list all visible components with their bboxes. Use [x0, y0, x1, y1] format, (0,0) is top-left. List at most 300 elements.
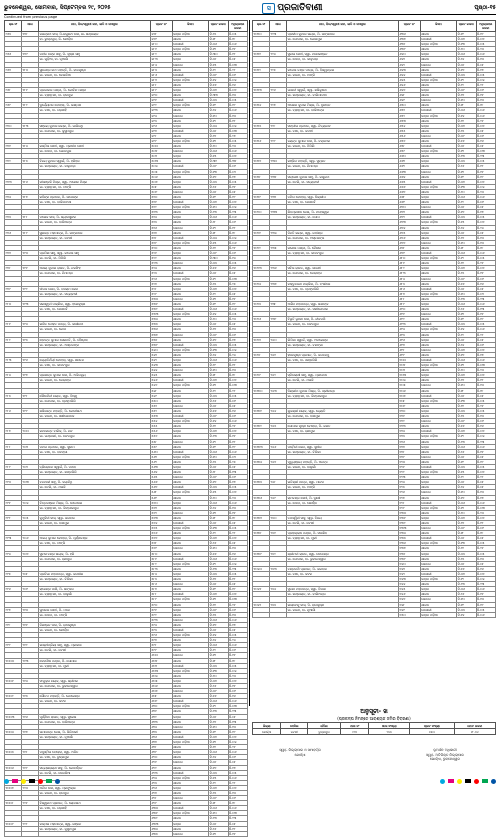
cell-khata: ୨୪୪ — [270, 408, 287, 413]
cell-plot-area: 0.୦୬ — [457, 444, 476, 449]
cell-plot-area: 0.୦୮ — [457, 561, 476, 566]
cell-owner: ତପସ୍ୱିନୀ ସାହୁ, ସ୍ୱା- ବିଜୟ — [287, 515, 399, 520]
cell-plot-area: 0.୨୦ — [457, 189, 476, 194]
cell-khata: ୧୯୨ — [22, 286, 39, 291]
cell-kisam: ଗୋଚର — [172, 332, 208, 337]
cell-acquired-area: 0.୦୫ — [228, 312, 247, 317]
cell-khata: ୨୨୯ — [270, 138, 287, 143]
cell-serial: ୧୦୨୭ — [253, 337, 270, 342]
cell-owner: ଜା- କରଣ, ବା- ବାଣପୁର — [39, 521, 151, 526]
cell-plot: ୬୦୪ — [150, 673, 172, 678]
cell-plot-area: 0.୦୮ — [457, 454, 476, 459]
cell-serial: ୯୮୬ — [5, 408, 22, 413]
cell-plot: ୫୮୭ — [150, 587, 172, 592]
cell-plot: ୫୬୫ — [150, 475, 172, 480]
cell-plot: ୫୧୫ — [150, 220, 172, 225]
cell-acquired-area: 0.୦୮ — [228, 760, 247, 765]
cell-plot-area: 0.୨୬ — [457, 164, 476, 169]
cell-plot-area: 0.୨୧ — [457, 403, 476, 408]
cell-kisam: ଶାରଦ — [172, 444, 208, 449]
cell-acquired-area: 0.୦୯ — [228, 164, 247, 169]
color-bar-left — [4, 779, 60, 784]
cell-kisam: ଦଣ୍ଡା ପଡ଼ିଆ — [420, 470, 456, 475]
cell-plot-area: 0.୧୬ — [209, 408, 228, 413]
cell-plot: ୭୪୩ — [398, 577, 420, 582]
cell-kisam: ଗୋଚର — [172, 796, 208, 801]
cell-owner: ଜା- ବ୍ରାହ୍ମଣ, ବା- ବାଲୁଗାଁ — [39, 592, 151, 597]
cell-acquired-area: 0.୧୬ — [476, 138, 495, 143]
cell-plot: ୫୫୯ — [150, 444, 172, 449]
cell-kisam: ଦଣ୍ଡା ପଡ଼ିଆ — [172, 490, 208, 495]
cell-serial: ୧୦୧୮ — [253, 174, 270, 179]
cell-plot-area: 0.୨୬ — [457, 449, 476, 454]
cell-acquired-area: 0.୦୬ — [228, 419, 247, 424]
cell-acquired-area: 0.୨୧ — [476, 261, 495, 266]
cell-owner: ମୃତ୍ୟୁଞ୍ଜୟ ମହାନ୍ତି, ପି- ଅନନ୍ତ — [287, 459, 399, 464]
cell-kisam: ଶାରଦ — [172, 159, 208, 164]
header-date: ଭୁବନେଶ୍ୱର, ସୋମବାର, ସିପ୍ଟେମ୍ବର ୨୯, ୨୦୨୫ — [4, 4, 111, 11]
cell-plot-area: 0.୧୬ — [457, 424, 476, 429]
cell-plot: ୬୦୩ — [150, 668, 172, 673]
cell-plot: ୪୭୯ — [150, 37, 172, 42]
cell-kisam: ଦଣ୍ଡା — [420, 337, 456, 342]
cell-acquired-area: 0.୦୮ — [228, 521, 247, 526]
cell-plot: ୭୪୪ — [398, 582, 420, 587]
cell-plot: ୫୦୬ — [150, 174, 172, 179]
cell-kisam: ଶାରଦ — [420, 118, 456, 123]
cell-plot-area: 0.୨୩ — [457, 154, 476, 159]
cell-plot-area: 0.୦୬ — [209, 149, 228, 154]
cell-serial: ୯୭୨ — [5, 159, 22, 164]
cell-kisam: ଶାରଦ — [420, 485, 456, 490]
cell-acquired-area: 0.୦୮ — [228, 271, 247, 276]
cell-plot-area: 0.୩୧ — [209, 159, 228, 164]
cell-plot: ୬୭୧ — [398, 210, 420, 215]
cell-plot-area: 0.୧୫ — [457, 220, 476, 225]
cell-serial: ୧୦୩୨ — [253, 424, 270, 429]
column-header-kisam: କିସମ — [172, 21, 208, 32]
cell-acquired-area: 0.୦୭ — [476, 179, 495, 184]
cell-kisam: ଗୋଚର — [420, 597, 456, 602]
cell-kisam: ଗୋଚର — [420, 383, 456, 388]
cell-acquired-area: 0.୧୨ — [228, 363, 247, 368]
cell-plot: ୫୯୩ — [150, 617, 172, 622]
cell-khata: ୧୯୮ — [22, 393, 39, 398]
registration-mark — [38, 779, 43, 784]
cell-acquired-area: 0.୦୮ — [228, 541, 247, 546]
page-number: ପୃଷ୍ଠା-୧୫ — [474, 4, 496, 11]
cell-owner: ଜା- ଧୋବା, ବା- ଭୋଗପୁର — [39, 149, 151, 154]
cell-plot: ୭୨୨ — [398, 470, 420, 475]
cell-plot: ୬୭୫ — [398, 230, 420, 235]
cell-plot: ୫୯୪ — [150, 622, 172, 627]
cell-kisam: ଗୋଚର — [420, 276, 456, 281]
cell-plot: ୫୮୮ — [150, 592, 172, 597]
cell-plot: ୭୪୧ — [398, 566, 420, 571]
cell-acquired-area: 0.୧୧ — [228, 684, 247, 689]
cell-plot-area: 0.୨୫ — [457, 128, 476, 133]
cell-plot: ୫୭୪ — [150, 521, 172, 526]
cell-kisam: ଶାରଦ — [420, 439, 456, 444]
cell-plot-area: 0.୨୧ — [209, 602, 228, 607]
cell-plot-area: 0.୨୩ — [209, 434, 228, 439]
cell-kisam: ଦଣ୍ଡା — [420, 266, 456, 271]
cell-plot-area: 0.୦୫ — [457, 607, 476, 612]
cell-owner: ସଙ୍ଗୀତା ପ୍ରଧାନ, ସ୍ୱା- ନିତ୍ୟାନନ୍ଦ — [287, 123, 399, 128]
cell-serial: ୧୦୨୯ — [253, 373, 270, 378]
cell-acquired-area: 0.୦୬ — [476, 444, 495, 449]
cell-plot: ୪୯୭ — [150, 128, 172, 133]
cell-acquired-area: 0.୦୫ — [476, 607, 495, 612]
cell-kisam: ପୋଖରୀ — [420, 358, 456, 363]
cell-owner: ଜା- ଖଣ୍ଡାୟତ, ବା- ସଖୀଗୋପାଳ — [287, 307, 399, 312]
cell-plot-area: 0.୧୬ — [209, 82, 228, 87]
cell-kisam: ଶାରଦ — [172, 210, 208, 215]
cell-khata: ୧୯୯ — [22, 408, 39, 413]
cell-acquired-area: 0.୧୦ — [228, 505, 247, 510]
cell-serial: ୯୯୭ — [5, 607, 22, 612]
cell-plot: ୭୨୯ — [398, 505, 420, 510]
cell-khata: ୧୮୨ — [22, 103, 39, 108]
cell-acquired-area: 0.୦୬ — [228, 449, 247, 454]
cell-acquired-area: 0.୧୨ — [476, 521, 495, 526]
cell-owner: ଜା- ବ୍ରାହ୍ମଣ, ବା- ପୁରୀ — [287, 536, 399, 541]
cell-serial: ୯୯୧ — [5, 500, 22, 505]
cell-plot: ୫୨୯ — [150, 291, 172, 296]
cell-plot-area: 0.୨୫ — [209, 790, 228, 795]
cell-plot: ୫୧୨ — [150, 205, 172, 210]
cell-kisam: ପୋଖରୀ — [420, 607, 456, 612]
column-header-serial: କ୍ର.ସଂ — [5, 21, 22, 32]
cell-plot: ୬୮୫ — [398, 281, 420, 286]
cell-plot-area: 0.୦୫ — [209, 261, 228, 266]
cell-kisam: ଦଣ୍ଡା — [420, 123, 456, 128]
cell-khata: ୨୨୭ — [270, 103, 287, 108]
summary-value-cell: ୨୫୫ — [369, 729, 410, 735]
cell-acquired-area: 0.୦୯ — [476, 342, 495, 347]
cell-acquired-area: 0.୧୮ — [228, 373, 247, 378]
cell-plot: ୫୮୪ — [150, 571, 172, 576]
cell-kisam: ଗୋଚର — [172, 653, 208, 658]
cell-khata: ୨୧୯ — [22, 765, 39, 770]
cell-plot-area: 0.୧୯ — [209, 103, 228, 108]
land-schedule-table-left — [4, 20, 248, 837]
cell-plot-area: 0.୧୦ — [209, 454, 228, 459]
cell-acquired-area: 0.୦୭ — [476, 220, 495, 225]
cell-plot-area: 0.୦୭ — [457, 37, 476, 42]
cell-plot: ୬୯୦ — [398, 307, 420, 312]
cell-plot: ୬୧୦ — [150, 704, 172, 709]
cell-acquired-area: 0.୦୩ — [228, 128, 247, 133]
cell-acquired-area: 0.୦୮ — [476, 205, 495, 210]
cell-kisam: ଶାରଦ — [172, 67, 208, 72]
cell-acquired-area: 0.୧୯ — [228, 587, 247, 592]
cell-acquired-area: 0.୦୫ — [228, 393, 247, 398]
cell-khata: ୨୦୧ — [22, 444, 39, 449]
registration-mark — [440, 779, 445, 784]
cell-kisam: ଦଣ୍ଡା — [420, 195, 456, 200]
cell-kisam: ପୋଖରୀ — [420, 144, 456, 149]
cell-acquired-area: 0.୦୬ — [476, 500, 495, 505]
cell-kisam: ଗୋଚର — [420, 240, 456, 245]
cell-plot: ୫୦୫ — [150, 169, 172, 174]
cell-plot: ୫୮୦ — [150, 551, 172, 556]
cell-plot-area: 0.୦୮ — [457, 205, 476, 210]
cell-khata: ୨୧୨ — [22, 643, 39, 648]
cell-plot: ୬୧୩ — [150, 719, 172, 724]
cell-plot-area: 0.୦୬ — [457, 358, 476, 363]
cell-kisam: ଶାରଦ — [172, 93, 208, 98]
summary-header-cell: ଜିଲ୍ଲା — [253, 723, 281, 729]
cell-serial: ୧୦୨୫ — [253, 301, 270, 306]
cell-kisam: ଦଣ୍ଡା — [172, 536, 208, 541]
summary-value-cell: ଜଟଣୀ — [281, 729, 308, 735]
cell-khata: ୨୩୦ — [270, 159, 287, 164]
cell-acquired-area: 0.୧୭ — [228, 337, 247, 342]
cell-acquired-area: 0.୦୬ — [228, 108, 247, 113]
cell-owner: ଜା- ଗୋପାଳ, ବା- ବାଲିଅନ୍ତା — [39, 719, 151, 724]
cell-plot: ୪୯୦ — [150, 93, 172, 98]
cell-acquired-area: 0.୧୧ — [476, 93, 495, 98]
cell-kisam: ପୋଖରୀ — [420, 429, 456, 434]
cell-plot: ୬୪୮ — [398, 93, 420, 98]
cell-plot: ୫୨୮ — [150, 286, 172, 291]
cell-khata: ୨୪୩ — [270, 388, 287, 393]
cell-plot-area: 0.୧୬ — [457, 281, 476, 286]
cell-kisam: ଶାରଦ — [420, 210, 456, 215]
cell-acquired-area: 0.୦୪ — [476, 577, 495, 582]
cell-kisam: ପୋଖରୀ — [172, 627, 208, 632]
cell-owner: ସତ୍ୟନାରାୟଣ ସାହୁ, ପି- ଗୋବର୍ଦ୍ଧନ — [39, 765, 151, 770]
cell-owner: ଲିପିକା ସ୍ୱାଇଁ, ସ୍ୱା- ଅମରେନ୍ଦ୍ର — [287, 337, 399, 342]
cell-serial: ୯୭୫ — [5, 215, 22, 220]
cell-khata: ୨୧୬ — [22, 714, 39, 719]
signature-left-line2: ଖୋର୍ଦ୍ଧା — [294, 752, 306, 757]
cell-acquired-area: 0.୧୩ — [476, 307, 495, 312]
cell-kisam: ଦଣ୍ଡା ପଡ଼ିଆ — [420, 577, 456, 582]
cell-plot: ୫୩୮ — [150, 337, 172, 342]
cell-plot-area: 0.୦୭ — [457, 347, 476, 352]
cell-serial: ୧୦୧୩ — [253, 88, 270, 93]
cell-plot: ୬୭୮ — [398, 245, 420, 250]
cell-plot-area: 0.୦୭ — [457, 515, 476, 520]
cell-plot-area: 0.୦୬ — [209, 699, 228, 704]
cell-plot-area: 0.୩୩ — [209, 93, 228, 98]
cell-plot-area: 0.୨୭ — [209, 133, 228, 138]
cell-acquired-area: 0.୧୦ — [476, 490, 495, 495]
cell-plot: ୫୩୭ — [150, 332, 172, 337]
cell-acquired-area: 0.୦୭ — [476, 347, 495, 352]
cell-plot: ୫୩୬ — [150, 327, 172, 332]
cell-plot: ୬୨୨ — [150, 765, 172, 770]
cell-plot-area: 0.୦୮ — [209, 627, 228, 632]
cell-acquired-area: 0.୦୩ — [476, 363, 495, 368]
cell-plot-area: 0.୨୧ — [209, 245, 228, 250]
cell-kisam: ଶାରଦ — [420, 154, 456, 159]
cell-acquired-area: 0.୦୭ — [228, 678, 247, 683]
cell-owner: ଜା- ଚଷା, ବା- ବଳଙ୍ଗା — [39, 449, 151, 454]
cell-acquired-area: 0.୦୭ — [476, 515, 495, 520]
cell-plot-area: 0.୨୫ — [209, 281, 228, 286]
cell-acquired-area: 0.୦୫ — [228, 98, 247, 103]
cell-plot: ୫୮୯ — [150, 597, 172, 602]
cell-plot: ୬୨୪ — [150, 775, 172, 780]
cell-acquired-area: 0.୧୨ — [476, 378, 495, 383]
cell-plot: ୬୨୦ — [150, 755, 172, 760]
schedule-b-title: ଅନୁସୂଚୀ- ଖ — [360, 708, 388, 715]
cell-plot-area: 0.୧୭ — [209, 622, 228, 627]
cell-acquired-area: 0.୧୦ — [228, 93, 247, 98]
cell-plot: ୬୦୧ — [150, 658, 172, 663]
cell-khata: ୧୯୫ — [22, 337, 39, 342]
cell-kisam: ଦଣ୍ଡା ପଡ଼ିଆ — [420, 149, 456, 154]
cell-plot-area: 0.୦୫ — [457, 408, 476, 413]
column-header-acquired-area: ଅଧିଗ୍ରହଣ ରକବା — [228, 21, 247, 32]
cell-plot-area: 0.୧୬ — [457, 138, 476, 143]
cell-owner: ଜା- ଖଣ୍ଡାୟତ, ବା- ବଳଙ୍ଗା — [287, 342, 399, 347]
cell-kisam: ଗୋଚର — [172, 62, 208, 67]
cell-kisam: ଦଣ୍ଡା ପଡ଼ିଆ — [172, 740, 208, 745]
cell-plot: ୪୮୮ — [150, 82, 172, 87]
cell-plot: ୫୦୭ — [150, 179, 172, 184]
cell-plot: ୬୭୭ — [398, 240, 420, 245]
cell-kisam: ଦଣ୍ଡା — [172, 500, 208, 505]
cell-plot: ୫୦୪ — [150, 164, 172, 169]
cell-acquired-area: 0.୦୫ — [228, 179, 247, 184]
cell-serial: ୧୦୦୭ — [5, 785, 22, 790]
cell-kisam: ଶାରଦ — [172, 82, 208, 87]
cell-plot: ୭୩୫ — [398, 536, 420, 541]
cell-acquired-area: 0.୨୦ — [476, 189, 495, 194]
cell-plot: ୪୯୬ — [150, 123, 172, 128]
cell-acquired-area: 0.୦୮ — [228, 322, 247, 327]
cell-plot-area: 0.୨୭ — [209, 577, 228, 582]
cell-plot: ୬୭୨ — [398, 215, 420, 220]
cell-kisam: ଶାରଦ — [172, 256, 208, 261]
right-column — [252, 20, 496, 706]
cell-khata: ୧୮୫ — [22, 159, 39, 164]
cell-acquired-area: 0.୧୦ — [476, 98, 495, 103]
summary-value-cell: ଖୋର୍ଦ୍ଧା — [253, 729, 281, 735]
cell-plot: ୬୨୩ — [150, 770, 172, 775]
cell-acquired-area: 0.୦୮ — [476, 536, 495, 541]
cell-acquired-area: 0.୧୮ — [476, 103, 495, 108]
cell-acquired-area: 0.୦୮ — [228, 714, 247, 719]
cell-khata: ୨୩୬ — [270, 266, 287, 271]
cell-plot: ୫୧୩ — [150, 210, 172, 215]
cell-plot: ୬୩୯ — [398, 47, 420, 52]
cell-khata: ୧୮୯ — [22, 230, 39, 235]
cell-kisam: ଶାରଦ — [420, 93, 456, 98]
cell-plot-area: 0.୨୦ — [457, 368, 476, 373]
cell-owner: ଜା- ବ୍ରାହ୍ମଣ, ବା- ପୁରୀ — [39, 663, 151, 668]
cell-kisam: ଶାରଦ — [420, 200, 456, 205]
cell-khata: ୨୩୭ — [270, 281, 287, 286]
cell-owner: ଜା- କରଣ, ବା- ଦେଉଳିଆ — [39, 72, 151, 77]
cell-khata: ୨୦୯ — [22, 587, 39, 592]
cell-plot-area: 0.୦୬ — [209, 500, 228, 505]
cell-kisam: ପୋଖରୀ — [172, 663, 208, 668]
cell-plot-area: 0.୦୫ — [457, 72, 476, 77]
cell-kisam: ଶାରଦ — [172, 301, 208, 306]
cell-owner: ବା- ରୁଦ୍ରପୁର, ଜି- ଖୋର୍ଦ୍ଧା — [39, 37, 151, 42]
cell-plot-area: 0.୨୨ — [457, 200, 476, 205]
cell-plot: ୭୪୦ — [398, 561, 420, 566]
cell-kisam: ଶାରଦ — [420, 342, 456, 347]
cell-plot-area: 0.୨୮ — [209, 470, 228, 475]
cell-plot-area: 0.୧୫ — [457, 470, 476, 475]
cell-kisam: ଶାରଦ — [172, 638, 208, 643]
cell-plot: ୬୩୪ — [150, 826, 172, 831]
cell-plot-area: 0.୦୫ — [457, 551, 476, 556]
cell-owner: ଜା- କରଣ, ବା- ଟାଙ୍ଗି — [287, 485, 399, 490]
cell-acquired-area: 0.୦୮ — [476, 144, 495, 149]
cell-serial: ୯୯୦ — [5, 480, 22, 485]
cell-kisam: ପୋଖରୀ — [420, 464, 456, 469]
cell-serial: ୧୦୩୪ — [253, 459, 270, 464]
cell-plot-area: 0.୦୮ — [457, 393, 476, 398]
cell-owner: ଜା- ଖଣ୍ଡାୟତ, ବା- ନୂଆଗାଁ — [39, 734, 151, 739]
cell-plot: ୫୫୭ — [150, 434, 172, 439]
cell-kisam: ଦଣ୍ଡା — [172, 358, 208, 363]
cell-plot: ୬୭୯ — [398, 251, 420, 256]
column-header-plot: ପ୍ଲଟ ନଂ — [150, 21, 172, 32]
cell-kisam: ଶାରଦ — [172, 790, 208, 795]
cell-acquired-area: 0.୧୦ — [228, 368, 247, 373]
cell-serial: ୧୦୪୦ — [253, 566, 270, 571]
cell-plot-area: 0.୨୨ — [209, 780, 228, 785]
cell-kisam: ଦଣ୍ଡା — [420, 230, 456, 235]
cell-owner: ଜା- ଚଷା, ବା- ବ୍ରହ୍ମଗିରି — [287, 286, 399, 291]
cell-owner: ପଦ୍ମିନୀ ଜେନା, ସ୍ୱା- ସୁଧୀର — [287, 444, 399, 449]
cell-acquired-area: 0.୧୭ — [228, 765, 247, 770]
print-registration-marks — [4, 777, 496, 785]
cell-acquired-area: 0.୦୬ — [228, 240, 247, 245]
cell-plot: ୪୮୬ — [150, 72, 172, 77]
cell-plot: ୫୮୧ — [150, 556, 172, 561]
cell-owner: ସୁଧାକର ସେଠୀ, ପି- ମଦନ — [39, 607, 151, 612]
cell-serial: ୧୦୧୬ — [253, 138, 270, 143]
cell-acquired-area: 0.୦୮ — [476, 393, 495, 398]
cell-kisam: ଶାରଦ — [420, 296, 456, 301]
cell-plot: ୫୨୬ — [150, 276, 172, 281]
cell-plot: ୬୮୨ — [398, 266, 420, 271]
cell-plot: ୬୪୨ — [398, 62, 420, 67]
cell-acquired-area: 0.୦୯ — [228, 332, 247, 337]
cell-acquired-area: 0.୧୮ — [476, 388, 495, 393]
column-header-kisam: କିସମ — [420, 21, 456, 32]
cell-plot: ୭୧୫ — [398, 434, 420, 439]
cell-plot-area: 0.୧୦ — [209, 811, 228, 816]
cell-plot-area: 0.୦୮ — [209, 189, 228, 194]
cell-kisam: ଦଣ୍ଡା ପଡ଼ିଆ — [172, 240, 208, 245]
cell-owner: ନବୀନ ଚନ୍ଦ୍ର ସାହୁ, ପି- କୃଷ୍ଣ ସାହୁ — [39, 52, 151, 57]
cell-acquired-area: 0.୧୬ — [228, 408, 247, 413]
cell-serial: ୧୦୨୦ — [253, 210, 270, 215]
summary-value-row — [253, 729, 496, 735]
cell-plot: ୭୨୮ — [398, 500, 420, 505]
cell-plot: ୫୦୮ — [150, 184, 172, 189]
cell-plot-area: 0.୦୭ — [209, 88, 228, 93]
cell-kisam: ଶାରଦ — [420, 546, 456, 551]
cell-acquired-area: 0.୦୮ — [228, 821, 247, 826]
cell-owner: ଜା- ଧୋବା, ବା- ଟାଙ୍ଗି — [39, 612, 151, 617]
continued-note: Continued from previous page — [4, 15, 58, 19]
cell-plot-area: 0.୧୨ — [209, 439, 228, 444]
cell-khata: ୨୨୪ — [270, 52, 287, 57]
cell-plot: ୬୮୧ — [398, 261, 420, 266]
cell-acquired-area: 0.୦୬ — [228, 358, 247, 363]
